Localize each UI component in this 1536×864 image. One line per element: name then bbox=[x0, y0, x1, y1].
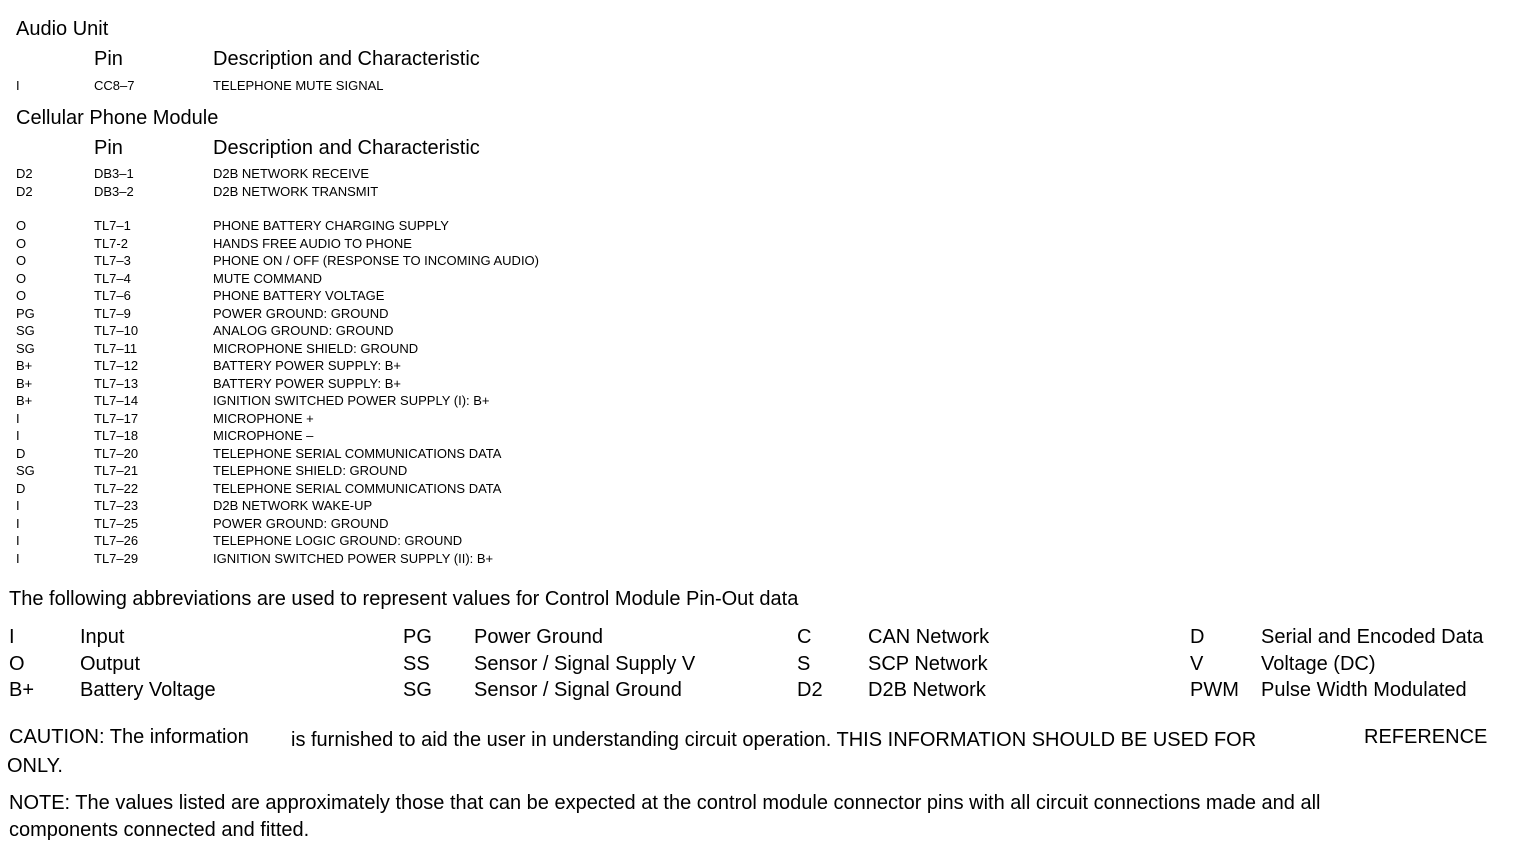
abbreviation-meaning: Serial and Encoded Data bbox=[1261, 626, 1484, 648]
abbreviation-row bbox=[0, 626, 1536, 652]
pin-row bbox=[0, 533, 700, 550]
pin-id: TL7-2 bbox=[94, 235, 128, 251]
pin-id: TL7–13 bbox=[94, 375, 139, 391]
audio-unit-desc-header: Description and Characteristic bbox=[213, 48, 480, 70]
pin-id: TL7–6 bbox=[94, 288, 131, 303]
pin-id: TL7–14 bbox=[94, 393, 139, 408]
pin-row bbox=[0, 218, 700, 235]
abbreviation-code: B+ bbox=[9, 679, 35, 701]
abbreviation-code: D2 bbox=[797, 679, 823, 701]
abbreviation-meaning: Battery Voltage bbox=[80, 679, 216, 701]
abbreviation-meaning: CAN Network bbox=[868, 626, 990, 648]
pin-id: TL7–4 bbox=[94, 270, 131, 286]
pin-row bbox=[0, 551, 700, 568]
pin-id: TL7–1 bbox=[94, 218, 131, 233]
note-text-line1: NOTE: The values listed are approximately those that can be expected at the control module connector pins with all circuit connections made and all bbox=[9, 792, 1321, 814]
pin-row bbox=[0, 428, 700, 445]
pin-id: CC8–7 bbox=[94, 78, 135, 93]
note-text-line2: components connected and fitted. bbox=[9, 819, 310, 841]
pin-row bbox=[0, 411, 700, 428]
abbreviation-code: PG bbox=[403, 626, 432, 648]
pin-type: D bbox=[16, 445, 26, 461]
pin-id: TL7–3 bbox=[94, 253, 131, 268]
pin-description: TELEPHONE SHIELD: GROUND bbox=[213, 463, 408, 478]
pin-description: MICROPHONE SHIELD: GROUND bbox=[213, 340, 419, 356]
abbreviation-code: SG bbox=[403, 679, 432, 701]
pin-type: SG bbox=[16, 463, 35, 478]
pin-id: DB3–1 bbox=[94, 166, 134, 181]
pin-id: TL7–12 bbox=[94, 358, 139, 373]
pin-id: TL7–21 bbox=[94, 463, 139, 478]
pin-row bbox=[0, 463, 700, 480]
pin-id: TL7–11 bbox=[94, 340, 138, 356]
pin-row bbox=[0, 236, 700, 253]
pin-id: TL7–17 bbox=[94, 410, 139, 426]
pin-description: D2B NETWORK TRANSMIT bbox=[213, 183, 379, 199]
pin-description: D2B NETWORK RECEIVE bbox=[213, 166, 370, 181]
pin-row bbox=[0, 253, 700, 270]
abbreviation-meaning: Pulse Width Modulated bbox=[1261, 679, 1467, 701]
abbreviation-code: C bbox=[797, 626, 812, 648]
pin-description: BATTERY POWER SUPPLY: B+ bbox=[213, 375, 401, 391]
pin-type: I bbox=[16, 533, 20, 548]
pin-id: TL7–9 bbox=[94, 305, 131, 321]
audio-unit-title: Audio Unit bbox=[16, 18, 109, 40]
pin-type: SG bbox=[16, 340, 35, 356]
pin-type: I bbox=[16, 550, 20, 566]
pin-row bbox=[0, 184, 700, 201]
pin-id: TL7–29 bbox=[94, 550, 139, 566]
pin-id: TL7–10 bbox=[94, 323, 139, 338]
abbreviation-meaning: Sensor / Signal Ground bbox=[474, 679, 682, 701]
pin-row bbox=[0, 498, 700, 515]
pin-row bbox=[0, 341, 700, 358]
caution-text-part1: CAUTION: The information bbox=[9, 726, 249, 748]
pin-type: D2 bbox=[16, 166, 33, 181]
pin-id: TL7–23 bbox=[94, 498, 139, 513]
pin-description: MICROPHONE – bbox=[213, 428, 314, 443]
pin-description: BATTERY POWER SUPPLY: B+ bbox=[213, 358, 401, 373]
pin-type: SG bbox=[16, 323, 35, 338]
pin-type: D2 bbox=[16, 183, 33, 199]
pin-row bbox=[0, 481, 700, 498]
audio-unit-pin-header: Pin bbox=[94, 48, 123, 70]
pin-description: MUTE COMMAND bbox=[213, 270, 323, 286]
pin-description: TELEPHONE SERIAL COMMUNICATIONS DATA bbox=[213, 480, 502, 496]
pin-type: I bbox=[16, 498, 20, 513]
cellular-module-pin-header: Pin bbox=[94, 137, 123, 159]
abbreviation-meaning: Sensor / Signal Supply V bbox=[474, 653, 696, 675]
pin-row bbox=[0, 446, 700, 463]
abbreviation-code: SS bbox=[403, 653, 430, 675]
abbreviation-code: O bbox=[9, 653, 25, 675]
pin-type: I bbox=[16, 515, 20, 531]
abbreviation-code: PWM bbox=[1190, 679, 1239, 701]
pin-description: PHONE ON / OFF (RESPONSE TO INCOMING AUDIO) bbox=[213, 253, 539, 268]
abbreviation-meaning: D2B Network bbox=[868, 679, 986, 701]
abbreviation-meaning: Input bbox=[80, 626, 125, 648]
pin-type: I bbox=[16, 410, 20, 426]
pin-description: TELEPHONE LOGIC GROUND: GROUND bbox=[213, 533, 463, 548]
pin-type: B+ bbox=[16, 393, 33, 408]
caution-text-part3: REFERENCE bbox=[1364, 726, 1488, 748]
pin-description: TELEPHONE SERIAL COMMUNICATIONS DATA bbox=[213, 445, 502, 461]
pin-id: TL7–20 bbox=[94, 445, 139, 461]
pin-row bbox=[0, 376, 700, 393]
pin-row bbox=[0, 271, 700, 288]
abbreviation-row bbox=[0, 679, 1536, 705]
pin-row bbox=[0, 358, 700, 375]
abbreviation-code: I bbox=[9, 626, 15, 648]
pin-row bbox=[0, 393, 700, 410]
pin-type: O bbox=[16, 270, 27, 286]
abbreviations-intro: The following abbreviations are used to represent values for Control Module Pin-Out data bbox=[9, 588, 799, 610]
abbreviation-code: S bbox=[797, 653, 811, 675]
pin-id: TL7–25 bbox=[94, 515, 139, 531]
pin-type: O bbox=[16, 288, 27, 303]
abbreviation-code: V bbox=[1190, 653, 1204, 675]
pin-description: TELEPHONE MUTE SIGNAL bbox=[213, 78, 384, 93]
cellular-module-title: Cellular Phone Module bbox=[16, 107, 219, 129]
abbreviation-meaning: Voltage (DC) bbox=[1261, 653, 1376, 675]
pin-description: D2B NETWORK WAKE-UP bbox=[213, 498, 373, 513]
pin-description: IGNITION SWITCHED POWER SUPPLY (II): B+ bbox=[213, 550, 494, 566]
pin-row bbox=[0, 166, 700, 183]
pin-id: TL7–18 bbox=[94, 428, 139, 443]
pin-type: I bbox=[16, 428, 20, 443]
caution-text-part4: ONLY. bbox=[7, 755, 63, 777]
pin-id: TL7–22 bbox=[94, 480, 139, 496]
abbreviation-meaning: Power Ground bbox=[474, 626, 603, 648]
abbreviation-meaning: SCP Network bbox=[868, 653, 988, 675]
abbreviation-meaning: Output bbox=[80, 653, 141, 675]
pin-description: HANDS FREE AUDIO TO PHONE bbox=[213, 235, 412, 251]
pin-type: D bbox=[16, 480, 26, 496]
cellular-module-desc-header: Description and Characteristic bbox=[213, 137, 480, 159]
pin-type: O bbox=[16, 253, 27, 268]
pin-description: ANALOG GROUND: GROUND bbox=[213, 323, 394, 338]
pin-type: PG bbox=[16, 305, 35, 321]
pin-description: PHONE BATTERY VOLTAGE bbox=[213, 288, 385, 303]
abbreviation-row bbox=[0, 653, 1536, 679]
caution-text-part2: is furnished to aid the user in understanding circuit operation. THIS INFORMATION SHOULD BE USED FOR bbox=[291, 729, 1257, 751]
pin-type: I bbox=[16, 78, 20, 93]
pin-type: O bbox=[16, 235, 27, 251]
pin-row bbox=[0, 288, 700, 305]
abbreviation-code: D bbox=[1190, 626, 1205, 648]
pin-row bbox=[0, 78, 700, 95]
pin-description: PHONE BATTERY CHARGING SUPPLY bbox=[213, 218, 449, 233]
pin-type: B+ bbox=[16, 375, 33, 391]
pin-type: O bbox=[16, 218, 27, 233]
pin-row bbox=[0, 323, 700, 340]
pin-id: DB3–2 bbox=[94, 183, 134, 199]
pin-type: B+ bbox=[16, 358, 33, 373]
pin-row bbox=[0, 516, 700, 533]
pin-description: POWER GROUND: GROUND bbox=[213, 515, 389, 531]
pin-row bbox=[0, 306, 700, 323]
pin-id: TL7–26 bbox=[94, 533, 139, 548]
pin-description: POWER GROUND: GROUND bbox=[213, 305, 389, 321]
pin-description: IGNITION SWITCHED POWER SUPPLY (I): B+ bbox=[213, 393, 490, 408]
pin-description: MICROPHONE + bbox=[213, 410, 314, 426]
